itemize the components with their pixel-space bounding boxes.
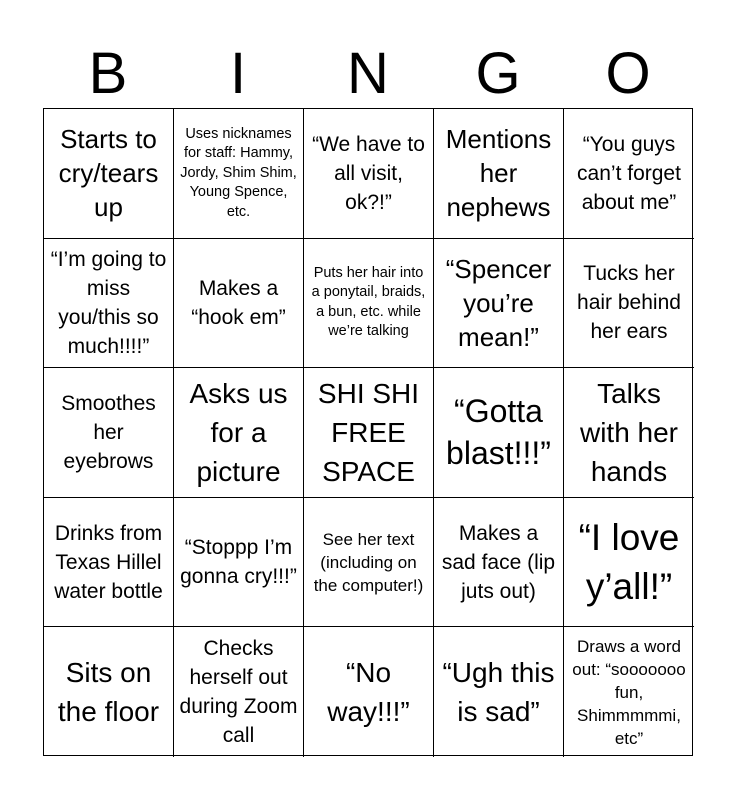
cell-text: Uses nicknames for staff: Hammy, Jordy, Shim Shim, Young Spence, etc. xyxy=(180,125,297,220)
bingo-cell[interactable] xyxy=(44,627,174,757)
bingo-cell[interactable] xyxy=(304,498,434,628)
cell-text: Sits on the floor xyxy=(57,657,160,728)
bingo-cell[interactable] xyxy=(304,109,434,239)
bingo-cell[interactable] xyxy=(564,109,694,239)
bingo-cell[interactable] xyxy=(564,498,694,628)
cell-text: Smoothes her eyebrows xyxy=(61,391,156,473)
cell-text: Puts her hair into a ponytail, braids, a bun, etc. while we’re talking xyxy=(311,264,426,340)
bingo-board xyxy=(43,108,693,756)
cell-text: “Gotta blast!!!” xyxy=(446,393,551,472)
cell-text: “Ugh this is sad” xyxy=(442,657,555,728)
cell-text: See her text (including on the computer!) xyxy=(313,529,424,595)
bingo-cell[interactable] xyxy=(434,109,564,239)
cell-text: “Stoppp I’m gonna cry!!!” xyxy=(180,536,297,589)
bingo-cell[interactable] xyxy=(434,368,564,498)
bingo-cell[interactable] xyxy=(564,627,694,757)
free-space-cell[interactable] xyxy=(304,368,434,498)
bingo-cell[interactable] xyxy=(434,627,564,757)
bingo-cell[interactable] xyxy=(564,239,694,369)
header-letter-o: O xyxy=(605,41,651,106)
cell-text: Draws a word out: “sooooooo fun, Shimmmmmi, etc” xyxy=(572,636,686,748)
bingo-cell[interactable] xyxy=(174,627,304,757)
cell-text: SHI SHI FREE SPACE xyxy=(317,377,420,487)
cell-text: Makes a “hook em” xyxy=(191,276,286,329)
cell-text: Checks herself out during Zoom call xyxy=(179,637,298,748)
cell-text: Starts to cry/tears up xyxy=(58,124,159,223)
header-letter-n: N xyxy=(347,41,389,106)
bingo-cell[interactable] xyxy=(304,239,434,369)
bingo-cell[interactable] xyxy=(174,498,304,628)
bingo-cell[interactable] xyxy=(304,627,434,757)
cell-text: Makes a sad face (lip juts out) xyxy=(441,521,556,603)
header-letter-g: G xyxy=(475,41,521,106)
cell-text: “You guys can’t forget about me” xyxy=(577,132,681,214)
header-letter-b: B xyxy=(88,41,128,106)
bingo-cell[interactable] xyxy=(44,498,174,628)
cell-text: “Spencer you’re mean!” xyxy=(445,253,552,352)
bingo-cell[interactable] xyxy=(174,109,304,239)
header-letter-i: I xyxy=(229,41,247,106)
cell-text: “We have to all visit, ok?!” xyxy=(312,132,425,214)
bingo-cell[interactable] xyxy=(434,239,564,369)
cell-text: Mentions her nephews xyxy=(445,124,552,223)
bingo-cell[interactable] xyxy=(44,368,174,498)
bingo-header xyxy=(43,40,693,108)
cell-text: “I’m going to miss you/this so much!!!!” xyxy=(50,247,167,358)
cell-text: “I love y’all!” xyxy=(578,517,680,608)
bingo-cell[interactable] xyxy=(434,498,564,628)
bingo-cell[interactable] xyxy=(44,109,174,239)
cell-text: “No way!!!” xyxy=(327,657,410,728)
bingo-cell[interactable] xyxy=(564,368,694,498)
bingo-cell[interactable] xyxy=(174,368,304,498)
bingo-cell[interactable] xyxy=(174,239,304,369)
bingo-cell[interactable] xyxy=(44,239,174,369)
cell-text: Drinks from Texas Hillel water bottle xyxy=(54,521,163,603)
cell-text: Tucks her hair behind her ears xyxy=(577,262,681,344)
cell-text: Asks us for a picture xyxy=(189,377,288,487)
cell-text: Talks with her hands xyxy=(579,377,679,487)
